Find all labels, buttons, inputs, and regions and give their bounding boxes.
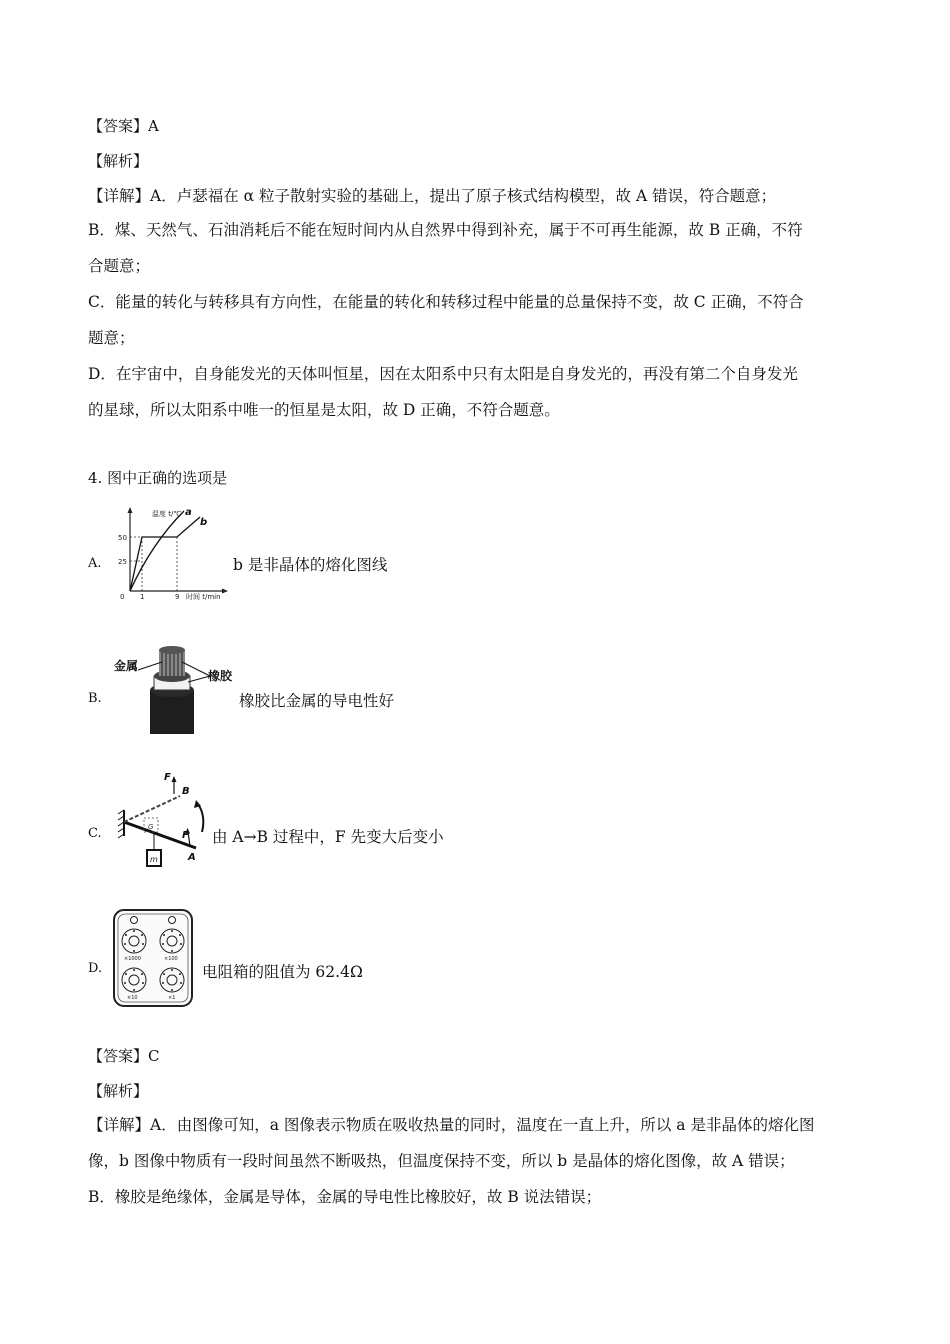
explanation-line: 【详解】A．由图像可知，a 图像表示物质在吸收热量的同时，温度在一直上升，所以 a 是非晶体的熔化图: [88, 1116, 815, 1134]
y-tick-label: 50: [118, 534, 127, 542]
mass-label: m: [150, 855, 158, 864]
explanation-line: 合题意；: [88, 257, 151, 275]
explanation-line: 像，b 图像中物质有一段时间虽然不断吸热，但温度保持不变，所以 b 是晶体的熔化图像，故 A 错误；: [88, 1152, 795, 1170]
lever-figure: [112, 770, 212, 872]
x-axis-label: 时间 t/min: [186, 593, 221, 601]
resistance-box-figure: [112, 908, 194, 1008]
explanation-line: 【详解】A．卢瑟福在 α 粒子散射实验的基础上，提出了原子核式结构模型，故 A 错误，符合题意；: [88, 187, 777, 205]
force-bottom-label: F: [182, 830, 189, 841]
x-tick-label: 0: [120, 593, 125, 601]
explanation-line: D．在宇宙中，自身能发光的天体叫恒星，因在太阳系中只有太阳是自身发光的，再没有第二个自身发光: [88, 365, 798, 383]
option-c-text: 由 A→B 过程中，F 先变大后变小: [212, 828, 444, 846]
dial-multiplier-label: ×1: [168, 995, 176, 1001]
dial-multiplier-label: ×10: [127, 995, 138, 1001]
x-tick-label: 1: [140, 593, 145, 601]
x-tick-label: 9: [175, 593, 180, 601]
option-b-text: 橡胶比金属的导电性好: [239, 692, 395, 710]
gravity-label: G: [148, 823, 154, 831]
analysis-heading-1: 【解析】: [88, 152, 149, 170]
force-top-label: F: [164, 772, 171, 783]
point-b-label: B: [182, 786, 190, 797]
option-b-letter: B.: [88, 691, 102, 706]
y-axis-label: 温度 t/℃: [152, 510, 182, 518]
explanation-line: 的星球，所以太阳系中唯一的恒星是太阳，故 D 正确，不符合题意。: [88, 401, 560, 419]
option-a-letter: A.: [88, 556, 102, 571]
option-c-letter: C.: [88, 826, 102, 841]
cable-figure: [112, 640, 240, 736]
question-title: 4. 图中正确的选项是: [88, 469, 228, 487]
explanation-line: 题意；: [88, 329, 135, 347]
point-a-label: A: [188, 852, 196, 863]
explanation-line: B．煤、天然气、石油消耗后不能在短时间内从自然界中得到补充，属于不可再生能源，故 B 正确，不符: [88, 221, 803, 239]
answer-label-2: 【答案】C: [88, 1047, 160, 1065]
rubber-label: 橡胶: [208, 669, 233, 683]
curve-b-label: b: [200, 517, 208, 528]
dial-multiplier-label: ×1000: [124, 956, 141, 962]
curve-a-label: a: [185, 507, 192, 518]
metal-label: 金属: [114, 659, 139, 673]
melting-graph-figure: [112, 503, 232, 603]
option-d-letter: D.: [88, 961, 103, 976]
answer-label-1: 【答案】A: [88, 117, 159, 135]
option-a-text: b 是非晶体的熔化图线: [233, 556, 388, 574]
explanation-line: C．能量的转化与转移具有方向性，在能量的转化和转移过程中能量的总量保持不变，故 C 正确，不符合: [88, 293, 804, 311]
dial-multiplier-label: ×100: [164, 956, 178, 962]
option-d-text: 电阻箱的阻值为 62.4Ω: [202, 963, 363, 981]
explanation-line: B．橡胶是绝缘体，金属是导体，金属的导电性比橡胶好，故 B 说法错误；: [88, 1188, 602, 1206]
analysis-heading-2: 【解析】: [88, 1082, 149, 1100]
y-tick-label: 25: [118, 558, 127, 566]
